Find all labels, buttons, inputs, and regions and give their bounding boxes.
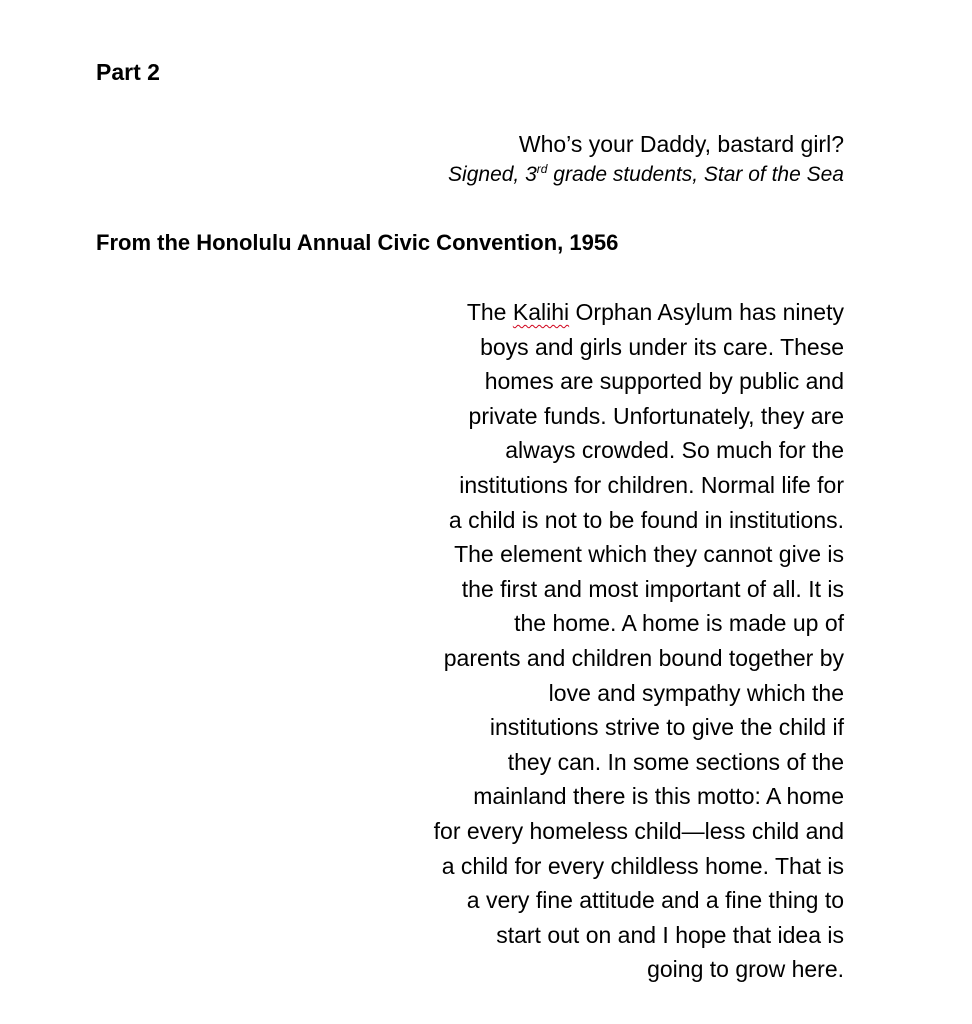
passage-line: a very fine attitude and a fine thing to [466, 887, 844, 914]
passage-line: mainland there is this motto: A home [473, 783, 844, 810]
passage-line: private funds. Unfortunately, they are [468, 402, 844, 429]
passage-text: Orphan Asylum has ninety [569, 299, 844, 325]
section-heading: From the Honolulu Annual Civic Convention, 1956 [96, 230, 619, 255]
passage-line [364, 295, 844, 330]
passage-line: the home. A home is made up of [514, 610, 844, 637]
passage-line: the first and most important of all. It is [461, 575, 844, 602]
passage-line: always crowded. So much for the [505, 437, 844, 464]
ordinal-superscript: rd [536, 162, 548, 176]
passage-line: for every homeless child—less child and [433, 817, 844, 844]
passage-line: The element which they cannot give is [454, 541, 844, 568]
passage-line: a child is not to be found in institutions. [448, 506, 844, 533]
epigraph-quote: Who’s your Daddy, bastard girl? [518, 131, 844, 157]
spellcheck-flagged-word[interactable]: Kalihi [512, 299, 570, 325]
epigraph-attribution-start: Signed, 3 [448, 163, 537, 186]
epigraph-attribution [284, 160, 844, 190]
part-heading: Part 2 [96, 59, 160, 85]
epigraph [284, 128, 844, 190]
passage-line: homes are supported by public and [484, 368, 844, 395]
passage-line: start out on and I hope that idea is [496, 921, 844, 948]
passage-line: boys and girls under its care. These [480, 333, 844, 360]
epigraph-attribution-end: grade students, Star of the Sea [547, 163, 844, 186]
passage-line: going to grow here. [647, 956, 844, 983]
passage-line: parents and children bound together by [443, 644, 844, 671]
passage-line: institutions for children. Normal life for [459, 471, 844, 498]
quoted-passage [364, 295, 844, 987]
passage-line: love and sympathy which the [548, 679, 844, 706]
passage-line: a child for every childless home. That is [441, 852, 844, 879]
passage-line: they can. In some sections of the [507, 748, 844, 775]
passage-text: The [466, 299, 513, 325]
passage-line: institutions strive to give the child if [489, 714, 844, 741]
